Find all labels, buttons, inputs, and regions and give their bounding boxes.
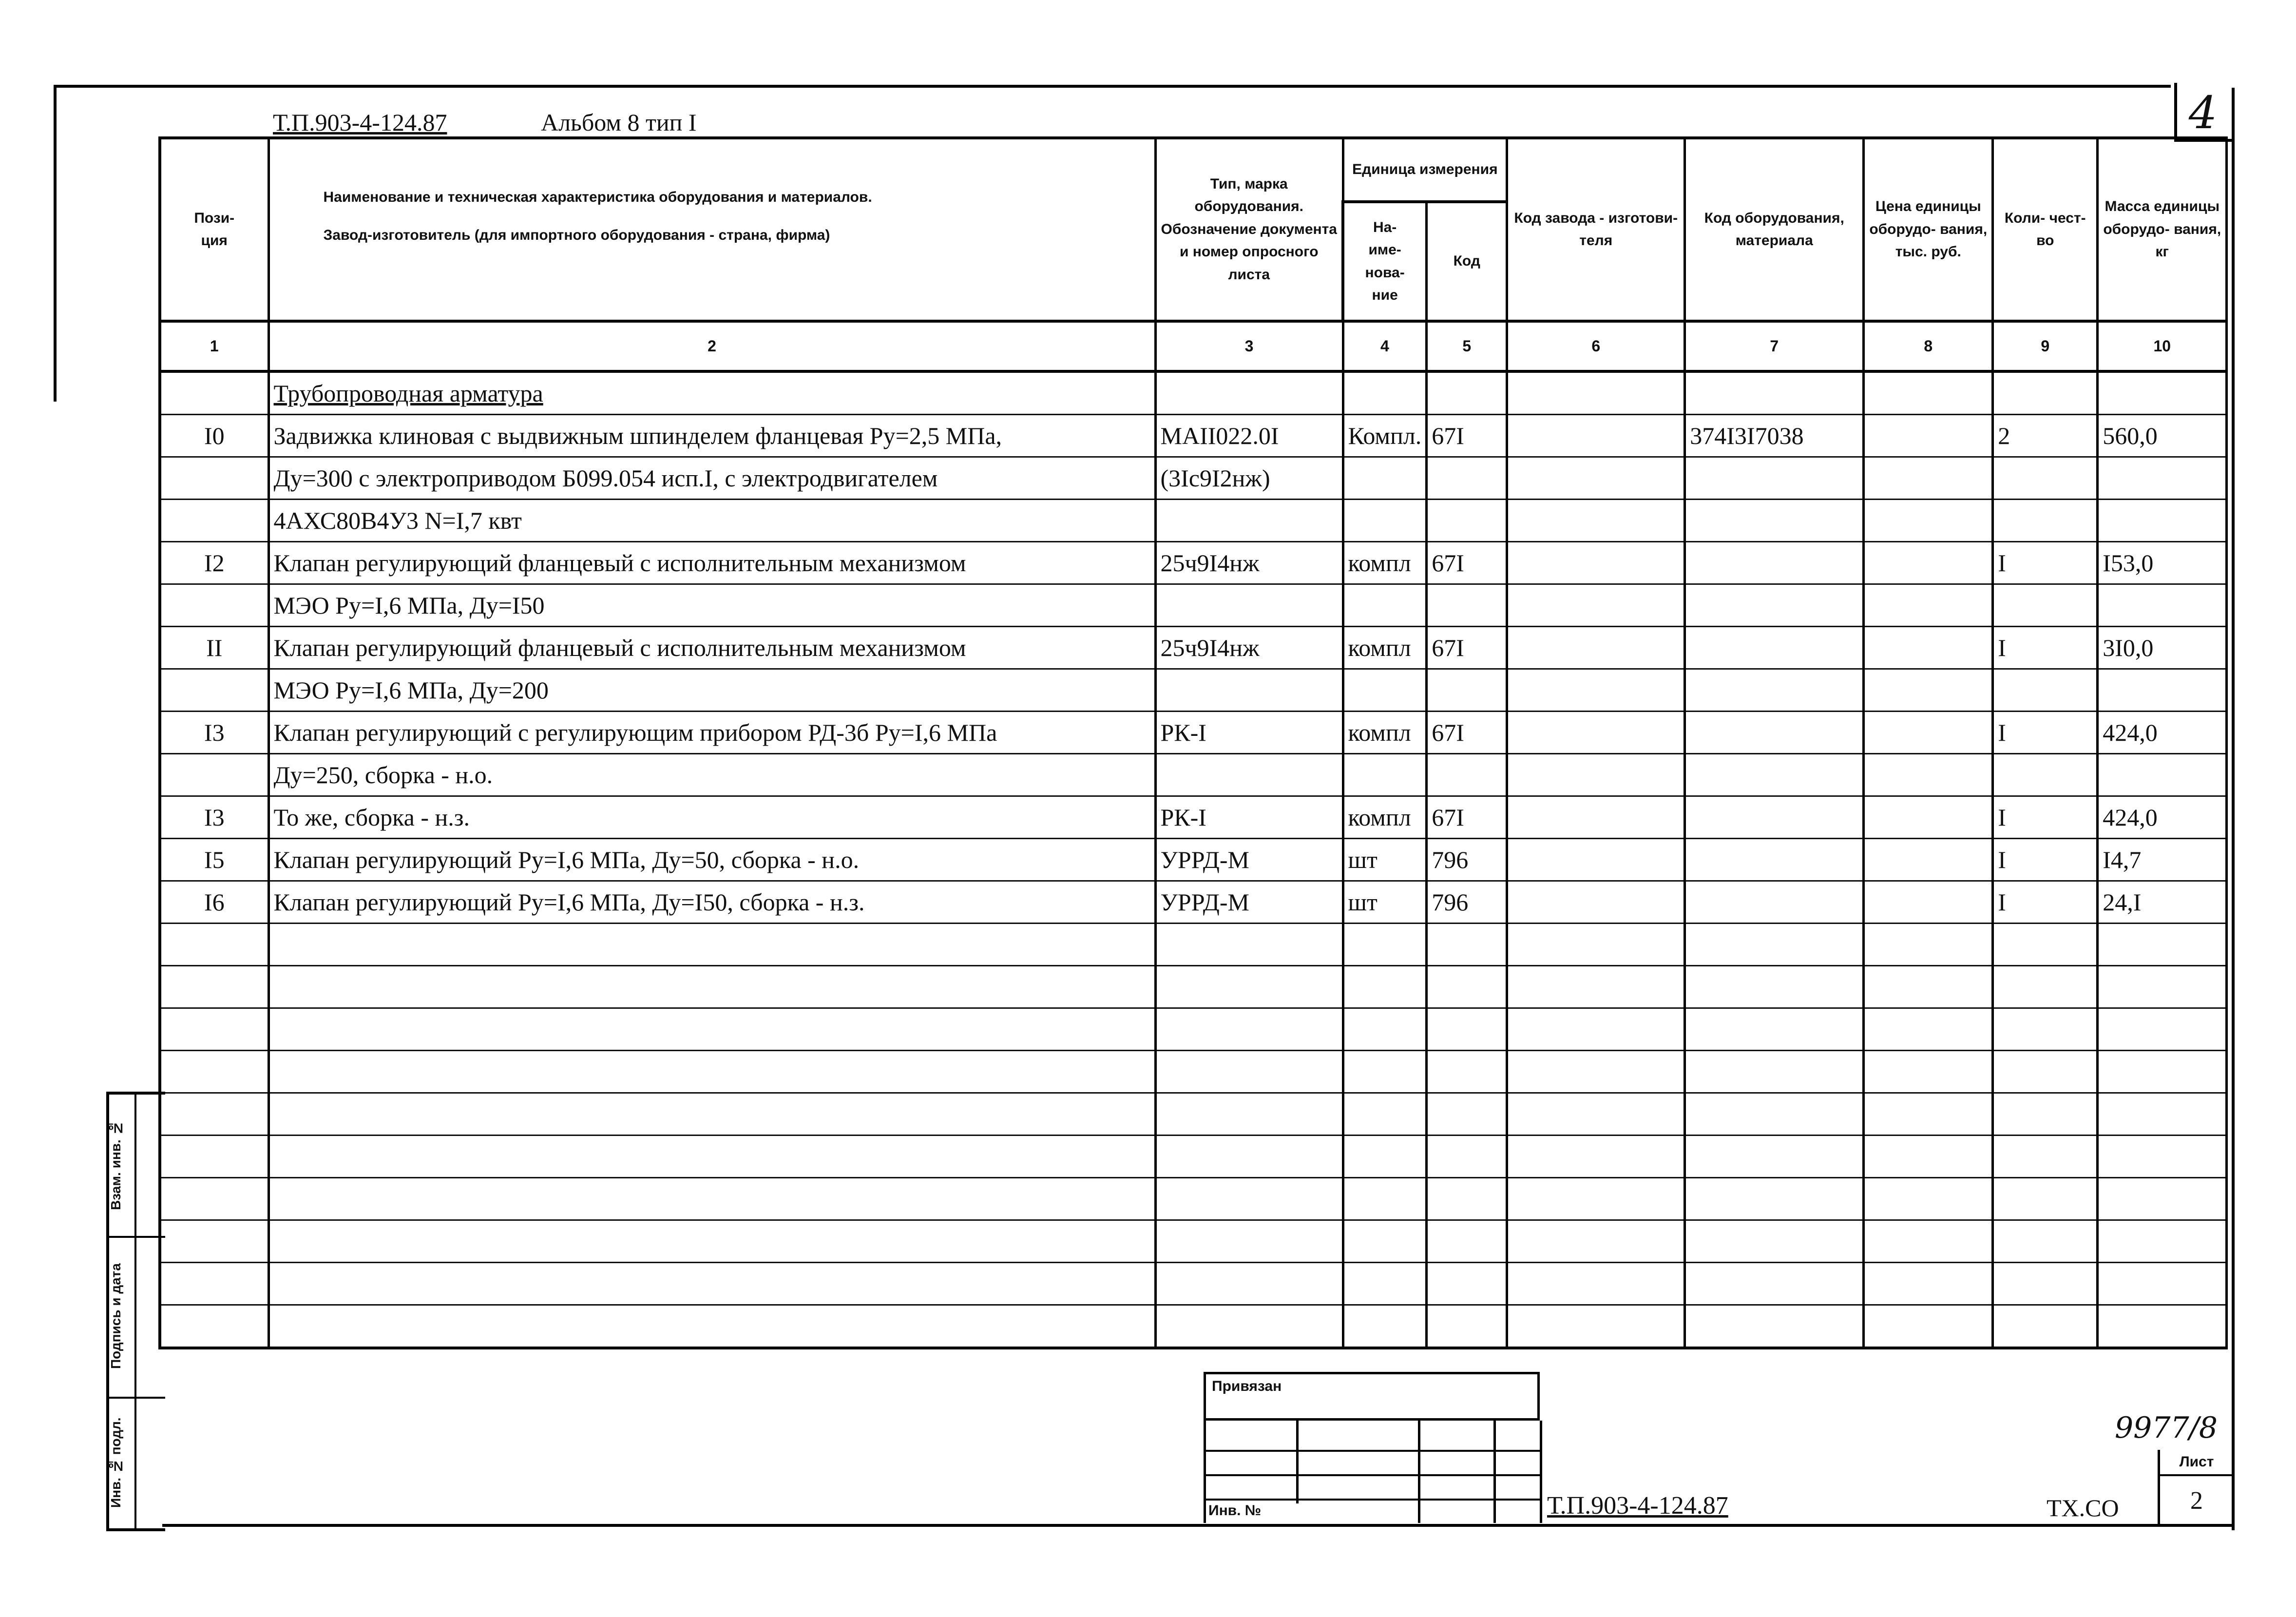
inventory-label: Инв. №	[1208, 1502, 1262, 1519]
header-quantity: Коли- чест- во	[1993, 138, 2098, 321]
cell-position	[160, 669, 268, 712]
cell-factory-code	[1507, 796, 1685, 839]
table-row	[160, 754, 2227, 796]
blank-row	[160, 1008, 2227, 1051]
cell-name: Ду=250, сборка - н.о.	[268, 754, 1155, 796]
cell-equipment-code	[1685, 669, 1864, 712]
cell-type: 25ч9I4нж	[1155, 542, 1343, 584]
table-row	[160, 627, 2227, 669]
cell-name: Клапан регулирующий с регулирующим прибором РД-3б Ру=I,6 МПа	[268, 712, 1155, 754]
table-row	[160, 881, 2227, 924]
sheet-number: 2	[2190, 1487, 2203, 1515]
cell-price	[1864, 712, 1993, 754]
header-factory-code: Код завода - изготови- теля	[1507, 138, 1685, 321]
column-number: 2	[268, 321, 1155, 371]
cell-unit: шт	[1343, 839, 1427, 881]
cell-quantity: I	[1993, 839, 2098, 881]
cell-quantity: I	[1993, 627, 2098, 669]
cell-name: 4АХС80В4У3 N=I,7 квт	[268, 500, 1155, 542]
column-number: 6	[1507, 321, 1685, 371]
cell-price	[1864, 457, 1993, 500]
table-row	[160, 839, 2227, 881]
cell-mass: 424,0	[2098, 796, 2227, 839]
cell-equipment-code	[1685, 839, 1864, 881]
table-row	[160, 542, 2227, 584]
bottom-border	[162, 1524, 2234, 1527]
cell-equipment-code: 374I3I7038	[1685, 415, 1864, 457]
cell-unit-code	[1427, 457, 1507, 500]
cell-unit	[1343, 669, 1427, 712]
binding-strip	[106, 1092, 165, 1531]
cell-quantity	[1993, 457, 2098, 500]
cell-name: Ду=300 с электроприводом Б099.054 исп.I, с электродвигателем	[268, 457, 1155, 500]
replacement-inventory-label: Взам. инв. №	[108, 1120, 123, 1210]
cell-price	[1864, 796, 1993, 839]
cell-price	[1864, 627, 1993, 669]
table-row	[160, 669, 2227, 712]
cell-price	[1864, 542, 1993, 584]
sheet-number-box	[2158, 1450, 2233, 1524]
cell-type	[1155, 584, 1343, 627]
sheet-corner-number: 4	[2188, 87, 2218, 139]
cell-type: МАII022.0I	[1155, 415, 1343, 457]
cell-position: I6	[160, 881, 268, 924]
cell-type	[1155, 754, 1343, 796]
frame-top-border	[54, 85, 2171, 88]
cell-mass	[2098, 500, 2227, 542]
column-number-row	[160, 321, 2227, 371]
cell-unit: шт	[1343, 881, 1427, 924]
frame-right-border	[2232, 88, 2235, 1530]
column-number: 5	[1427, 321, 1507, 371]
cell-unit-code: 67I	[1427, 712, 1507, 754]
cell-unit-code: 67I	[1427, 627, 1507, 669]
cell-quantity	[1993, 500, 2098, 542]
cell-quantity: I	[1993, 796, 2098, 839]
column-number: 3	[1155, 321, 1343, 371]
cell-unit	[1343, 500, 1427, 542]
cell-name: То же, сборка - н.з.	[268, 796, 1155, 839]
cell-price	[1864, 881, 1993, 924]
cell-equipment-code	[1685, 500, 1864, 542]
cell-equipment-code	[1685, 584, 1864, 627]
cell-quantity	[1993, 584, 2098, 627]
cell-mass: I4,7	[2098, 839, 2227, 881]
section-code: ТХ.СО	[2047, 1494, 2119, 1521]
cell-mass	[2098, 754, 2227, 796]
cell-mass	[2098, 584, 2227, 627]
blank-row	[160, 1220, 2227, 1263]
cell-name: Клапан регулирующий фланцевый с исполнительным механизмом	[268, 542, 1155, 584]
cell-quantity: I	[1993, 542, 2098, 584]
cell-price	[1864, 839, 1993, 881]
sheet-label: Лист	[2179, 1454, 2214, 1470]
header-unit: Единица измерения	[1343, 138, 1507, 202]
archive-number: 9977/8	[2115, 1411, 2218, 1445]
cell-position	[160, 457, 268, 500]
cell-unit-code	[1427, 584, 1507, 627]
cell-mass: 424,0	[2098, 712, 2227, 754]
column-number: 7	[1685, 321, 1864, 371]
blank-row	[160, 1263, 2227, 1305]
cell-unit: Компл.	[1343, 415, 1427, 457]
table-row	[160, 500, 2227, 542]
cell-unit-code	[1427, 669, 1507, 712]
blank-row	[160, 1051, 2227, 1093]
column-number: 10	[2098, 321, 2227, 371]
cell-unit-code: 796	[1427, 839, 1507, 881]
header-unit-name: На- име- нова- ние	[1343, 202, 1427, 321]
cell-mass	[2098, 457, 2227, 500]
cell-position: I3	[160, 712, 268, 754]
cell-unit	[1343, 457, 1427, 500]
section-title: Трубопроводная арматура	[273, 380, 543, 407]
cell-unit-code: 796	[1427, 881, 1507, 924]
table-row	[160, 712, 2227, 754]
header-equipment-code: Код оборудования, материала	[1685, 138, 1864, 321]
cell-quantity: I	[1993, 881, 2098, 924]
cell-unit	[1343, 754, 1427, 796]
cell-mass: 560,0	[2098, 415, 2227, 457]
cell-unit: компл	[1343, 712, 1427, 754]
cell-price	[1864, 754, 1993, 796]
cell-unit	[1343, 584, 1427, 627]
inventory-number-label: Инв. № подл.	[108, 1417, 123, 1508]
cell-position: I2	[160, 542, 268, 584]
section-row	[160, 371, 2227, 415]
blank-row	[160, 966, 2227, 1008]
blank-row	[160, 1136, 2227, 1178]
blank-row	[160, 1093, 2227, 1136]
column-number: 4	[1343, 321, 1427, 371]
cell-mass: I53,0	[2098, 542, 2227, 584]
cell-factory-code	[1507, 754, 1685, 796]
table-row	[160, 457, 2227, 500]
cell-factory-code	[1507, 584, 1685, 627]
header-mass: Масса единицы оборудо- вания, кг	[2098, 138, 2227, 321]
cell-mass: 24,I	[2098, 881, 2227, 924]
column-number: 9	[1993, 321, 2098, 371]
cell-unit-code	[1427, 754, 1507, 796]
cell-price	[1864, 584, 1993, 627]
cell-mass	[2098, 669, 2227, 712]
cell-position	[160, 754, 268, 796]
document-code: Т.П.903-4-124.87	[273, 109, 447, 136]
cell-equipment-code	[1685, 881, 1864, 924]
blank-row	[160, 924, 2227, 966]
cell-factory-code	[1507, 500, 1685, 542]
table-row	[160, 415, 2227, 457]
cell-factory-code	[1507, 669, 1685, 712]
cell-equipment-code	[1685, 712, 1864, 754]
cell-name: Задвижка клиновая с выдвижным шпинделем фланцевая Ру=2,5 МПа,	[268, 415, 1155, 457]
document-reference	[273, 108, 447, 136]
cell-type: РК-I	[1155, 712, 1343, 754]
album-label: Альбом 8 тип I	[541, 109, 697, 136]
cell-quantity: I	[1993, 712, 2098, 754]
cell-type: РК-I	[1155, 796, 1343, 839]
cell-factory-code	[1507, 415, 1685, 457]
cell-factory-code	[1507, 839, 1685, 881]
cell-equipment-code	[1685, 627, 1864, 669]
blank-row	[160, 1178, 2227, 1220]
cell-equipment-code	[1685, 754, 1864, 796]
column-number: 8	[1864, 321, 1993, 371]
title-doc-code	[1547, 1491, 1728, 1520]
cell-quantity: 2	[1993, 415, 2098, 457]
cell-unit-code: 67I	[1427, 542, 1507, 584]
cell-position: I3	[160, 796, 268, 839]
cell-position	[160, 500, 268, 542]
cell-position	[160, 584, 268, 627]
table-header-row	[160, 138, 2227, 202]
cell-type: УРРД-М	[1155, 839, 1343, 881]
cell-factory-code	[1507, 457, 1685, 500]
cell-factory-code	[1507, 881, 1685, 924]
cell-unit: компл	[1343, 542, 1427, 584]
cell-position: I0	[160, 415, 268, 457]
header-type: Тип, марка оборудования. Обозначение документа и номер опросного листа	[1155, 138, 1343, 321]
header-unit-code: Код	[1427, 202, 1507, 321]
cell-factory-code	[1507, 712, 1685, 754]
cell-mass: 3I0,0	[2098, 627, 2227, 669]
cell-type: (3Iс9I2нж)	[1155, 457, 1343, 500]
specification-table	[158, 136, 2228, 1349]
cell-unit: компл	[1343, 627, 1427, 669]
cell-type	[1155, 669, 1343, 712]
cell-name: МЭО Ру=I,6 МПа, Ду=I50	[268, 584, 1155, 627]
table-row	[160, 584, 2227, 627]
cell-name: Клапан регулирующий Ру=I,6 МПа, Ду=50, сборка - н.о.	[268, 839, 1155, 881]
cell-equipment-code	[1685, 542, 1864, 584]
cell-name: МЭО Ру=I,6 МПа, Ду=200	[268, 669, 1155, 712]
cell-name: Клапан регулирующий фланцевый с исполнительным механизмом	[268, 627, 1155, 669]
title-doc-code-text: Т.П.903-4-124.87	[1547, 1492, 1728, 1520]
cell-type	[1155, 500, 1343, 542]
cell-factory-code	[1507, 542, 1685, 584]
signature-date-label: Подпись и дата	[108, 1263, 123, 1369]
cell-equipment-code	[1685, 457, 1864, 500]
table-body	[160, 415, 2227, 1348]
cell-unit-code	[1427, 500, 1507, 542]
blank-row	[160, 1305, 2227, 1348]
cell-quantity	[1993, 669, 2098, 712]
bound-cell	[1204, 1372, 1540, 1421]
cell-equipment-code	[1685, 796, 1864, 839]
cell-factory-code	[1507, 627, 1685, 669]
cell-name: Клапан регулирующий Ру=I,6 МПа, Ду=I50, сборка - н.з.	[268, 881, 1155, 924]
table-row	[160, 796, 2227, 839]
cell-type: 25ч9I4нж	[1155, 627, 1343, 669]
title-block	[1204, 1372, 1545, 1523]
cell-price	[1864, 500, 1993, 542]
header-price: Цена единицы оборудо- вания, тыс. руб.	[1864, 138, 1993, 321]
cell-price	[1864, 415, 1993, 457]
cell-unit-code: 67I	[1427, 415, 1507, 457]
cell-price	[1864, 669, 1993, 712]
cell-unit-code: 67I	[1427, 796, 1507, 839]
cell-position: I5	[160, 839, 268, 881]
cell-unit: компл	[1343, 796, 1427, 839]
frame-left-border	[54, 85, 57, 402]
header-name: Наименование и техническая характеристика оборудования и материалов. Завод-изготовитель (для импортного оборудования - страна, фирма)	[268, 138, 1155, 321]
cell-position: II	[160, 627, 268, 669]
cell-type: УРРД-М	[1155, 881, 1343, 924]
header-position: Пози- ция	[160, 138, 268, 321]
bound-label: Привязан	[1212, 1378, 1282, 1394]
cell-quantity	[1993, 754, 2098, 796]
column-number: 1	[160, 321, 268, 371]
